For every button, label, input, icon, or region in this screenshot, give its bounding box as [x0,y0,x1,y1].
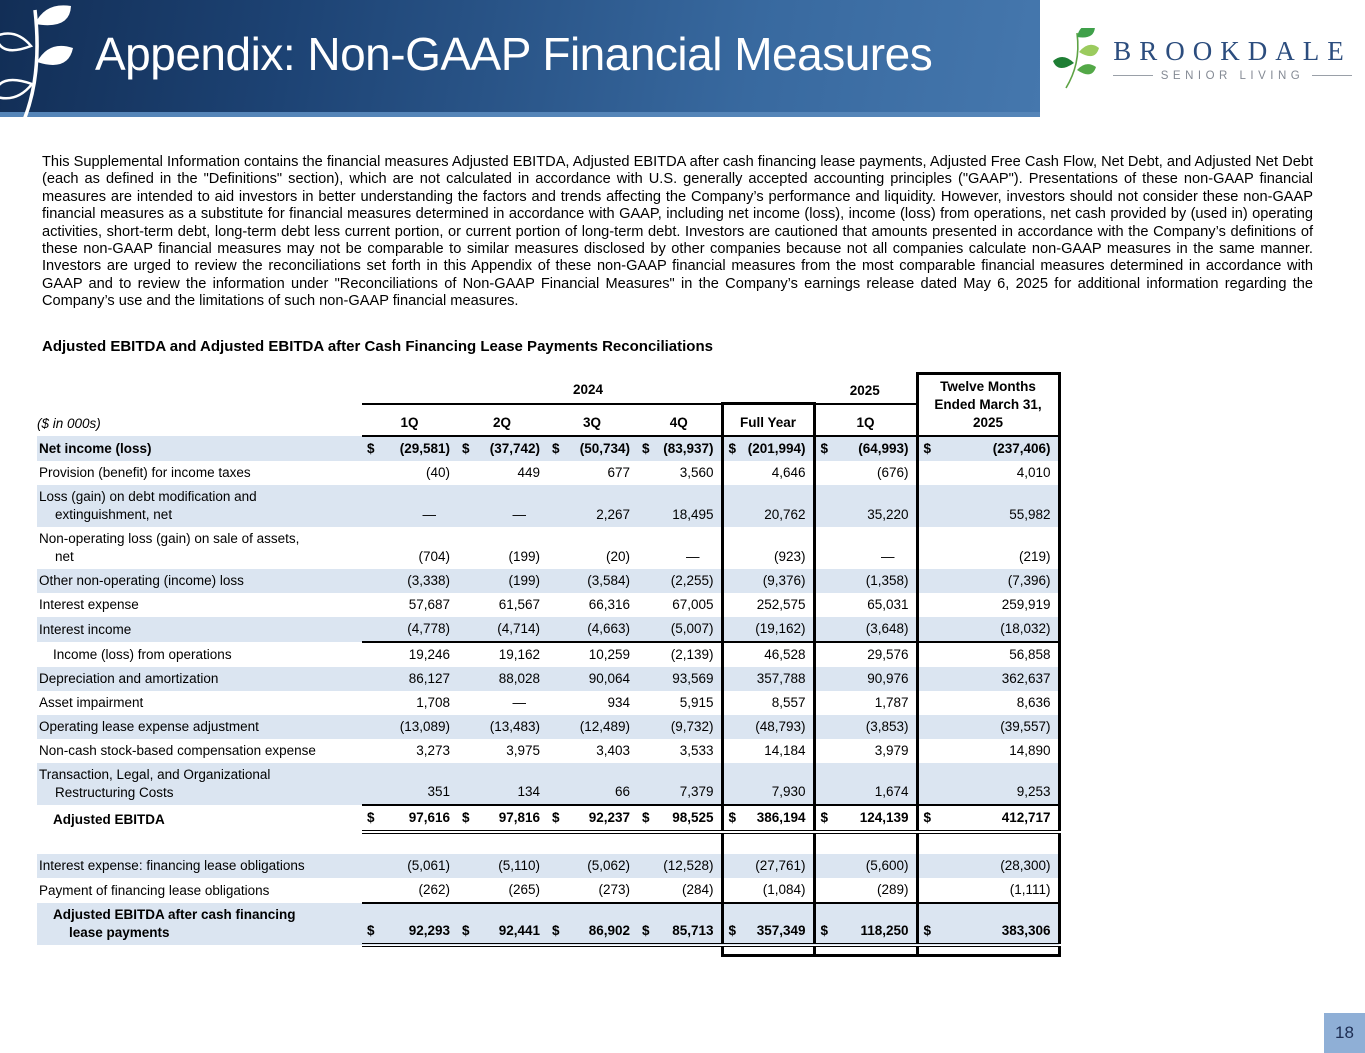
table-row [37,485,1059,527]
value-cell: 88,028 [457,667,547,691]
value-cell: 677 [607,464,630,480]
value-cell: (9,376) [722,569,814,593]
value-cell: 252,575 [722,593,814,617]
value-cell: 3,975 [506,742,540,758]
page-number: 18 [1324,1013,1365,1053]
value-cell: 86,127 [362,667,457,691]
value-cell: — [686,548,700,564]
full-year-header: Full Year [722,404,814,436]
value-cell: (199) [508,548,540,564]
value-cell: 66 [547,763,637,805]
row-label: Interest expense: financing lease obligations [37,854,362,878]
value-cell: (262) [362,878,457,903]
value-cell: 134 [457,763,547,805]
row-label-line2: net [55,548,74,564]
value-cell: (676) [877,464,909,480]
row-label-line2: lease payments [69,924,170,940]
table-row [37,436,1059,461]
value-cell: 1,787 [874,694,909,710]
tagline-line-right [1312,75,1352,76]
page-title: Appendix: Non-GAAP Financial Measures [95,27,933,80]
dollar-sign: $ [552,809,560,825]
value-cell: 8,636 [917,691,1059,715]
value-cell: (3,853) [814,715,917,739]
brookdale-leaf-icon [1053,28,1099,90]
value-cell: 57,687 [408,596,450,612]
reconciliation-table [37,372,1061,957]
value-cell: $ (83,937) [637,436,722,461]
ttm-header: Twelve Months Ended March 31, 2025 [917,373,1059,436]
value-cell: 29,576 [867,646,909,662]
quarter-header: 2Q [457,404,547,436]
dollar-sign: $ [923,922,932,938]
value-cell: $ 85,713 [637,903,722,945]
value-cell: (5,110) [457,854,547,878]
value-cell: 5,915 [679,694,714,710]
dollar-sign: $ [820,922,829,938]
row-label: Interest income [37,617,362,642]
value-cell: (7,396) [917,569,1059,593]
table-row [37,527,1059,569]
value-cell: 90,976 [814,667,917,691]
row-label: Operating lease expense adjustment [37,715,362,739]
value-cell: — [881,548,895,564]
value-cell: 93,569 [637,667,722,691]
value-cell: 2,267 [547,485,637,527]
value-cell: 449 [517,464,540,480]
value-cell: (923) [722,527,814,569]
value-cell: 4,010 [917,461,1059,485]
value-cell: (704) [418,548,450,564]
dollar-sign: $ [642,440,650,456]
row-label: Provision (benefit) for income taxes [39,464,251,480]
header-band [0,0,1040,117]
brookdale-logo [1040,0,1365,117]
table-header-row-years [37,373,1059,404]
row-label: Loss (gain) on debt modification and extinguishment, net [37,485,362,527]
row-label: Payment of financing lease obligations [39,882,270,898]
value-cell: 14,890 [917,739,1059,763]
value-cell: (1,111) [917,878,1059,903]
corner-cell [37,373,362,404]
value-cell: (39,557) [917,715,1059,739]
slide-header [0,0,1365,117]
section-title: Adjusted EBITDA and Adjusted EBITDA after Cash Financing Lease Payments Reconciliations [42,337,713,355]
value-cell: $ 124,139 [814,805,917,832]
value-cell: $ 92,441 [457,903,547,945]
spacer-row [37,832,1059,854]
dollar-sign: $ [552,922,560,938]
value-cell: — [362,485,457,527]
value-cell: (265) [457,878,547,903]
table-row [37,569,1059,593]
value-cell: (13,089) [362,715,457,739]
value-cell: (3,648) [814,617,917,642]
table-row [37,642,1059,667]
value-cell: (20) [605,548,630,564]
table-row [37,739,1059,763]
row-label: Non-operating loss (gain) on sale of assets, net [37,527,362,569]
value-cell: 3,533 [679,742,714,758]
value-cell: (273) [547,878,637,903]
value-cell: 934 [607,694,630,710]
value-cell: (289) [814,878,917,903]
value-cell: 357,788 [722,667,814,691]
value-cell: (27,761) [722,854,814,878]
value-cell: (5,600) [814,854,917,878]
value-cell: 4,646 [722,461,814,485]
value-cell: $ (64,993) [814,436,917,461]
value-cell: (13,483) [457,715,547,739]
table-row [37,617,1059,642]
dollar-sign: $ [552,440,560,456]
value-cell: 19,162 [498,646,540,662]
dollar-sign: $ [642,809,650,825]
value-cell: $ 118,250 [814,903,917,945]
value-cell: 259,919 [917,593,1059,617]
value-cell: $ (50,734) [547,436,637,461]
row-label: Adjusted EBITDA [53,811,165,827]
value-cell: 351 [362,763,457,805]
value-cell: $ (29,581) [362,436,457,461]
table-row [37,854,1059,878]
value-cell: (2,139) [670,646,714,662]
dollar-sign: $ [728,440,737,456]
table-header-row-quarters [37,404,1059,436]
quarter-header: 1Q [362,404,457,436]
dollar-sign: $ [642,922,650,938]
value-cell: 55,982 [917,485,1059,527]
value-cell: 90,064 [547,667,637,691]
value-cell: $ 98,525 [637,805,722,832]
dollar-sign: $ [367,809,375,825]
table-body [37,436,1059,956]
value-cell: $ 357,349 [722,903,814,945]
dollar-sign: $ [367,440,375,456]
value-cell: 9,253 [917,763,1059,805]
dollar-sign: $ [923,440,932,456]
value-cell: 61,567 [498,596,540,612]
table-row [37,691,1059,715]
value-cell: (4,663) [547,617,637,642]
value-cell: 3,560 [679,464,714,480]
value-cell: 56,858 [917,642,1059,667]
dollar-sign: $ [462,922,470,938]
table-head [37,373,1059,436]
dollar-sign: $ [728,809,737,825]
dollar-sign: $ [820,809,829,825]
value-cell: — [457,485,547,527]
row-label-line2: extinguishment, net [55,506,173,522]
q1-2025-header: 1Q [814,404,917,436]
quarter-header: 3Q [547,404,637,436]
value-cell: $ 92,237 [547,805,637,832]
value-cell: $ 86,902 [547,903,637,945]
value-cell: 3,403 [596,742,630,758]
value-cell: (18,032) [917,617,1059,642]
value-cell: 18,495 [637,485,722,527]
table-row [37,715,1059,739]
table-row [37,461,1059,485]
value-cell: $ 92,293 [362,903,457,945]
row-label: Transaction, Legal, and Organizational Restructuring Costs [37,763,362,805]
table-row [37,593,1059,617]
value-cell: $ 383,306 [917,903,1059,945]
value-cell: (12,528) [637,854,722,878]
value-cell: (12,489) [547,715,637,739]
row-label: Non-cash stock-based compensation expense [39,742,316,758]
value-cell: 3,273 [416,742,450,758]
value-cell: 362,637 [917,667,1059,691]
value-cell: $ 97,616 [362,805,457,832]
tagline-line-left [1113,75,1153,76]
value-cell: 1,674 [814,763,917,805]
row-label: Adjusted EBITDA after cash financing lease payments [37,903,362,945]
value-cell: 35,220 [814,485,917,527]
value-cell: 67,005 [672,596,714,612]
value-cell: (4,714) [457,617,547,642]
value-cell: $ (37,742) [457,436,547,461]
value-cell: (199) [457,569,547,593]
value-cell: (4,778) [362,617,457,642]
year-group-2024: 2024 [362,373,814,404]
value-cell: 19,246 [408,646,450,662]
table-row [37,878,1059,903]
value-cell: 10,259 [588,646,630,662]
dollar-sign: $ [923,809,932,825]
logo-tagline-text: SENIOR LIVING [1160,69,1305,82]
value-cell: (1,358) [814,569,917,593]
table-row [37,805,1059,832]
value-cell: (40) [425,464,450,480]
dollar-sign: $ [367,922,375,938]
value-cell: (9,732) [637,715,722,739]
value-cell: 65,031 [867,596,909,612]
value-cell: $ 412,717 [917,805,1059,832]
value-cell: 66,316 [588,596,630,612]
dollar-sign: $ [462,440,470,456]
value-cell: (1,084) [722,878,814,903]
logo-text [1113,36,1352,82]
value-cell: 7,930 [722,763,814,805]
value-cell: 7,379 [637,763,722,805]
quarter-header: 4Q [637,404,722,436]
value-cell: 14,184 [722,739,814,763]
value-cell: (28,300) [917,854,1059,878]
value-cell: 46,528 [722,642,814,667]
value-cell: $ 97,816 [457,805,547,832]
leaf-watermark-icon [0,0,96,117]
value-cell: $ 386,194 [722,805,814,832]
value-cell: (5,062) [547,854,637,878]
year-group-2025: 2025 [814,373,917,404]
value-cell: (48,793) [722,715,814,739]
row-label: Interest expense [39,596,139,612]
row-label: Net income (loss) [37,436,362,461]
value-cell: (19,162) [722,617,814,642]
row-label: Income (loss) from operations [53,646,232,662]
row-label: Depreciation and amortization [37,667,362,691]
value-cell: (3,338) [362,569,457,593]
logo-brand-text: BROOKDALE [1113,35,1352,66]
value-cell: (2,255) [637,569,722,593]
value-cell: (284) [637,878,722,903]
value-cell: (5,007) [637,617,722,642]
box-closure-row [37,945,1059,956]
row-label-line2: Restructuring Costs [55,784,174,800]
intro-paragraph: This Supplemental Information contains the financial measures Adjusted EBITDA, Adjusted EBITDA after cash financing lease payments, Adjusted Free Cash Flow, Net Debt, and Adjusted Net Debt (each as defined in the "Definitions" section), which are not calculated in accordance with U.S. generally accepted accounting principles ("GAAP"). Presentations of these non-GAAP financial measures are intended to aid investors in better understanding the factors and trends affecting the Company’s performance and liquidity. However, investors should not consider these non-GAAP financial measures as a substitute for financial measures determined in accordance with GAAP, including net income (loss), income (loss) from operations, net cash provided by (used in) operating activities, short-term debt, long-term debt less current portion, or current portion of long-term debt. Investors are cautioned that amounts presented in accordance with the Company’s definitions of these non-GAAP financial measures may not be comparable to similar measures disclosed by other companies because not all companies calculate non-GAAP measures in the same manner. Investors are urged to review the reconciliations set forth in this Appendix of these non-GAAP financial measures from the most comparable financial measures determined in accordance with GAAP and to review the information under "Reconciliations of Non-GAAP Financial Measures" in the Company’s earnings release dated May 6, 2025 for additional information regarding the Company’s use and the limitations of such non-GAAP financial measures. [42,154,1313,310]
row-label: Asset impairment [39,694,144,710]
value-cell: 3,979 [874,742,909,758]
logo-tagline-row [1113,70,1352,82]
table-row [37,667,1059,691]
row-label: Other non-operating (income) loss [37,569,362,593]
value-cell: — [512,694,526,710]
value-cell: (219) [917,527,1059,569]
dollar-sign: $ [820,440,829,456]
table-row [37,903,1059,945]
value-cell: (5,061) [362,854,457,878]
value-cell: 8,557 [722,691,814,715]
value-cell: 1,708 [416,694,450,710]
value-cell: 20,762 [722,485,814,527]
value-cell: $ (201,994) [722,436,814,461]
value-cell: (3,584) [547,569,637,593]
units-label: ($ in 000s) [37,415,101,431]
dollar-sign: $ [728,922,737,938]
table-row [37,763,1059,805]
value-cell: $ (237,406) [917,436,1059,461]
dollar-sign: $ [462,809,470,825]
